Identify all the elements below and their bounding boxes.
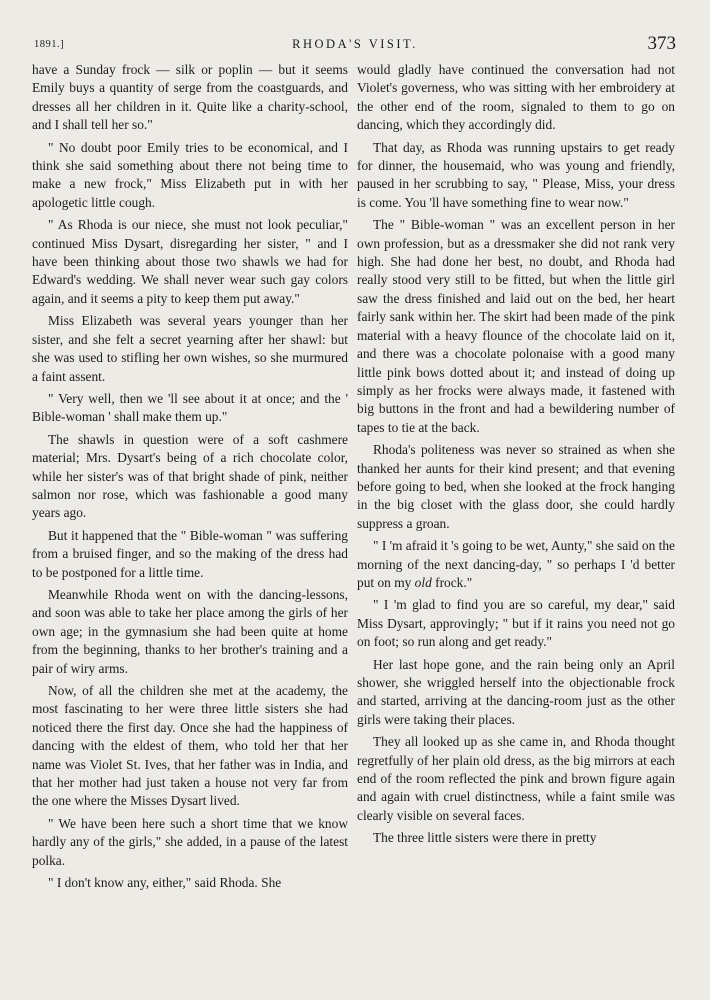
paragraph: " Very well, then we 'll see about it at once; and the ' Bible-woman ' shall make them up." bbox=[32, 390, 348, 425]
emphasis-text: old bbox=[414, 574, 432, 590]
header-title: RHODA'S VISIT. bbox=[292, 37, 418, 51]
paragraph bbox=[357, 537, 675, 592]
paragraph: " As Rhoda is our niece, she must not look peculiar," continued Miss Dysart, disregarding her sister, " and I have been thinking about those two shawls we had for Edward's wedding. We shall never wear such gay colors again, and it seems a pity to keep them put away." bbox=[32, 217, 348, 306]
text-run: " I 'm afraid it 's going to be wet, Aunty," she said on the morning of the next dancing-day, " so perhaps I 'd better put on my bbox=[357, 538, 675, 590]
paragraph: Meanwhile Rhoda went on with the dancing-lessons, and soon was able to take her place among the girls of her own age; in the gymnasium she had been quite at home from the beginning, thanks to her brother's training and a pair of wiry arms. bbox=[32, 586, 348, 676]
paragraph: " We have been here such a short time that we know hardly any of the girls," she added, in a pause of the latest polka. bbox=[32, 815, 348, 868]
paragraph: " No doubt poor Emily tries to be economical, and I think she said something about there not being time to make a new frock," Miss Elizabeth put in with her apologetic little cough. bbox=[32, 139, 348, 210]
paragraph: They all looked up as she came in, and Rhoda thought regretfully of her plain old dress, as the big mirrors at each end of the room reflected the pink and brown figure again and again with cruel distinctness, while a faint smile was clearly visible on several faces. bbox=[357, 734, 675, 823]
paragraph: The three little sisters were there in pretty bbox=[373, 830, 597, 846]
paragraph: Miss Elizabeth was several years younger than her sister, and she felt a secret yearning after her shawl: but she was used to stifling her own wishes, so she murmured a faint assent. bbox=[32, 313, 348, 384]
header-year: 1891.] bbox=[34, 39, 65, 50]
paragraph: But it happened that the " Bible-woman " was suffering from a bruised finger, and so the making of the dress had to be postponed for a little time. bbox=[32, 527, 348, 580]
paragraph: Now, of all the children she met at the academy, the most fascinating to her were three little sisters she had noticed there the first day. Once she had the happiness of dancing with the eldest of them, who told her that her name was Violet St. Ives, that her father was in India, and that her mother had just taken a house not very far from the one where the Misses Dysart lived. bbox=[32, 683, 348, 809]
paragraph: That day, as Rhoda was running upstairs to get ready for dinner, the housemaid, who was young and friendly, paused in her scrubbing to say, " Please, Miss, your dress is come. You 'll have something fine to wear now." bbox=[357, 139, 675, 210]
page-number: 373 bbox=[647, 33, 676, 54]
paragraph: Rhoda's politeness was never so strained as when she thanked her aunts for their kind present; and that evening before going to bed, when she looked at the frock hanging in the big closet with the glass door, she could hardly suppress a groan. bbox=[357, 442, 675, 531]
paragraph: The shawls in question were of a soft cashmere material; Mrs. Dysart's being of a rich chocolate color, while her sister's was of that bright shade of pink, neither salmon nor rose, which was fashionable a good many years ago. bbox=[32, 431, 348, 521]
paragraph: The " Bible-woman " was an excellent person in her own profession, but as a dressmaker she did not rank very high. She had done her best, no doubt, and Rhoda had really stood very still to be fitted, but when the little girl saw the dress finished and laid out on the bed, her heart fairly sank within her. The skirt had been made of the pink material with a heavy flounce of the chocolate laid on it, and there was a chocolate polonaise with a good many little pink bows dotted about it; and instead of doing up simply as her frocks were always made, it fastened with big buttons in the front and had a bewildering number of tapes to tie at the back. bbox=[357, 217, 675, 435]
running-header bbox=[0, 30, 710, 60]
paragraph: have a Sunday frock — silk or poplin — but it seems Emily buys a quantity of serge from the coastguards, and dresses all her children in it. Quite like a charity-school, and I shall tell her so." bbox=[32, 62, 348, 133]
right-column bbox=[357, 61, 675, 852]
left-column bbox=[32, 61, 348, 896]
paragraph: " I 'm glad to find you are so careful, my dear," said Miss Dysart, approvingly; " but if it rains you need not go on foot; so run along and get ready." bbox=[357, 597, 675, 650]
text-run: frock." bbox=[431, 574, 473, 590]
paragraph: would gladly have continued the conversation had not Violet's governess, who was sitting with her embroidery at the other end of the room, signaled to them to go on dancing, which they accordingly did. bbox=[357, 62, 675, 133]
paragraph: Her last hope gone, and the rain being only an April shower, she wriggled herself into the objectionable frock and started, arriving at the dancing-room just as the other girls were taking their places. bbox=[357, 656, 675, 727]
paragraph: " I don't know any, either," said Rhoda. She bbox=[48, 875, 282, 891]
